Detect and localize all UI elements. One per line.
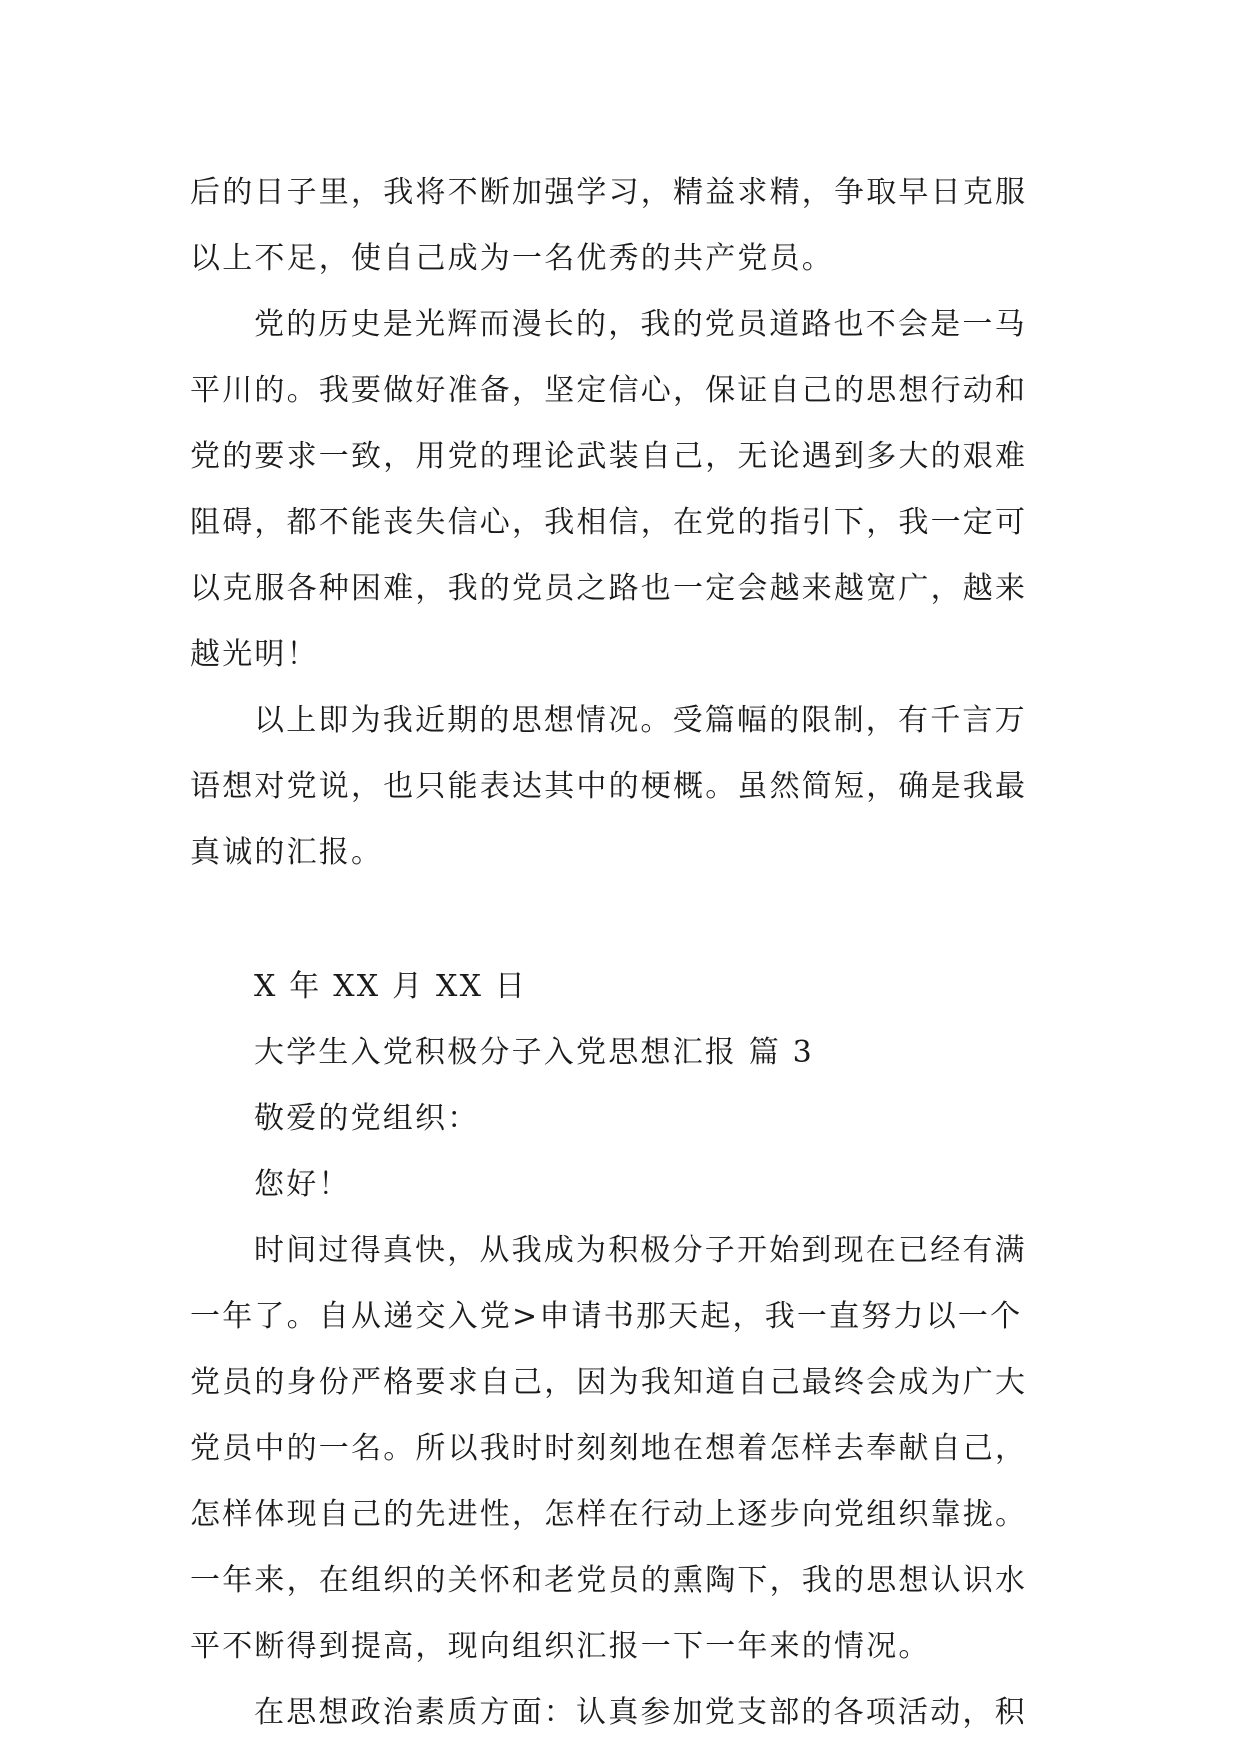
text-line: 阻碍，都不能丧失信心，我相信，在党的指引下，我一定可	[190, 505, 1028, 540]
text-line: 党员的身份严格要求自己，因为我知道自己最终会成为广大	[190, 1365, 1028, 1400]
text-line: 越光明！	[190, 637, 319, 672]
text-line: 语想对党说，也只能表达其中的梗概。虽然简短，确是我最	[190, 769, 1028, 804]
text-line: 平不断得到提高，现向组织汇报一下一年来的情况。	[190, 1629, 931, 1664]
text-line: 以克服各种困难，我的党员之路也一定会越来越宽广，越来	[190, 571, 1028, 606]
text-line: 以上不足，使自己成为一名优秀的共产党员。	[190, 241, 834, 276]
text-line: 真诚的汇报。	[190, 835, 384, 870]
paragraph	[190, 292, 1050, 688]
text-line: 一年了。自从递交入党>申请书那天起，我一直努力以一个	[190, 1299, 1023, 1334]
document-body	[190, 160, 1050, 1746]
paragraph	[190, 688, 1050, 886]
date-line: X 年 XX 月 XX 日	[254, 969, 528, 1004]
paragraph	[190, 1218, 1050, 1680]
text-line: 后的日子里，我将不断加强学习，精益求精，争取早日克服	[190, 175, 1028, 210]
text-line: 在思想政治素质方面：认真参加党支部的各项活动，积	[254, 1695, 1027, 1730]
text-line: 时间过得真快，从我成为积极分子开始到现在已经有满	[254, 1233, 1027, 1268]
section-title: 大学生入党积极分子入党思想汇报 篇 3	[254, 1035, 814, 1070]
greeting: 您好！	[254, 1167, 351, 1202]
spacer	[190, 886, 1050, 954]
paragraph	[190, 1680, 1050, 1746]
text-line: 平川的。我要做好准备，坚定信心，保证自己的思想行动和	[190, 373, 1028, 408]
text-line: 一年来，在组织的关怀和老党员的熏陶下，我的思想认识水	[190, 1563, 1028, 1598]
text-line: 党员中的一名。所以我时时刻刻地在想着怎样去奉献自己，	[190, 1431, 1028, 1466]
text-line: 怎样体现自己的先进性，怎样在行动上逐步向党组织靠拢。	[190, 1497, 1028, 1532]
salutation: 敬爱的党组织：	[254, 1101, 480, 1136]
text-line: 党的历史是光辉而漫长的，我的党员道路也不会是一马	[254, 307, 1027, 342]
paragraph	[190, 160, 1050, 292]
text-line: 党的要求一致，用党的理论武装自己，无论遇到多大的艰难	[190, 439, 1028, 474]
text-line: 以上即为我近期的思想情况。受篇幅的限制，有千言万	[254, 703, 1027, 738]
